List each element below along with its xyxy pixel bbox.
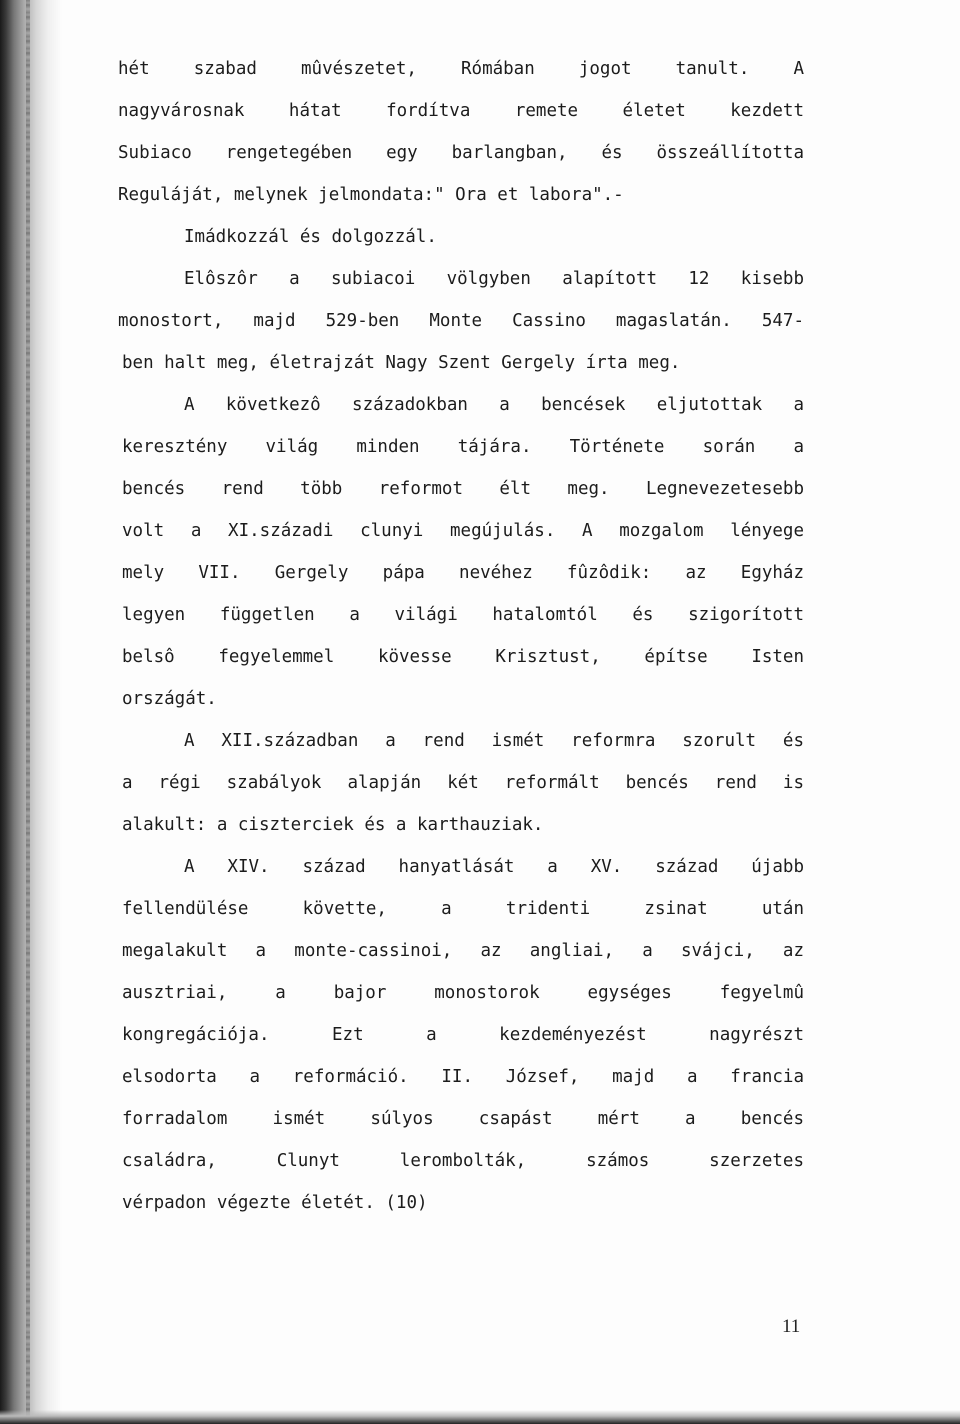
paragraph-start-line: A XII.században a rend ismét reformra szorult és bbox=[184, 731, 804, 751]
text-line: fellendülése követte, a tridenti zsinat után bbox=[122, 899, 804, 919]
text-line: legyen független a világi hatalomtól és szigorított bbox=[122, 605, 804, 625]
text-line: volt a XI.századi clunyi megújulás. A mozgalom lényege bbox=[122, 521, 804, 541]
page-number: 11 bbox=[782, 1316, 801, 1337]
text-line: bencés rend több reformot élt meg. Legnevezetesebb bbox=[122, 479, 804, 499]
text-line: forradalom ismét súlyos csapást mért a bencés bbox=[122, 1109, 804, 1129]
text-line: alakult: a ciszterciek és a karthauziak. bbox=[122, 815, 544, 835]
text-line: megalakult a monte-cassinoi, az angliai, a svájci, az bbox=[122, 941, 804, 961]
scanner-shadow-left bbox=[0, 0, 62, 1424]
body-text bbox=[118, 48, 804, 1224]
text-line: ausztriai, a bajor monostorok egységes fegyelmû bbox=[122, 983, 804, 1003]
scanner-shadow-bottom bbox=[0, 1410, 960, 1424]
text-line: kongregációja. Ezt a kezdeményezést nagyrészt bbox=[122, 1025, 804, 1045]
paragraph-start-line: A XIV. század hanyatlását a XV. század újabb bbox=[184, 857, 804, 877]
scanner-streak bbox=[26, 0, 30, 1424]
paragraph-start-line: Elôszôr a subiacoi völgyben alapított 12 kisebb bbox=[184, 269, 804, 289]
text-line: Reguláját, melynek jelmondata:" Ora et labora".- bbox=[118, 185, 624, 205]
text-line: a régi szabályok alapján két reformált bencés rend is bbox=[122, 773, 804, 793]
text-line: ben halt meg, életrajzát Nagy Szent Gergely írta meg. bbox=[122, 353, 681, 373]
text-line: országát. bbox=[122, 689, 217, 709]
text-line: monostort, majd 529-ben Monte Cassino magaslatán. 547- bbox=[118, 311, 804, 331]
text-line: hét szabad mûvészetet, Rómában jogot tanult. A bbox=[118, 59, 804, 79]
text-line: vérpadon végezte életét. (10) bbox=[122, 1193, 428, 1213]
text-line: elsodorta a reformáció. II. József, majd a francia bbox=[122, 1067, 804, 1087]
text-line: keresztény világ minden tájára. Története során a bbox=[122, 437, 804, 457]
text-line: Imádkozzál és dolgozzál. bbox=[184, 227, 437, 247]
text-line: családra, Clunyt lerombolták, számos szerzetes bbox=[122, 1151, 804, 1171]
paragraph-start-line: A következô századokban a bencések eljutottak a bbox=[184, 395, 804, 415]
text-line: belsô fegyelemmel kövesse Krisztust, építse Isten bbox=[122, 647, 804, 667]
text-line: mely VII. Gergely pápa nevéhez fûzôdik: az Egyház bbox=[122, 563, 804, 583]
text-line: Subiaco rengetegében egy barlangban, és összeállította bbox=[118, 143, 804, 163]
text-line: nagyvárosnak hátat fordítva remete életet kezdett bbox=[118, 101, 804, 121]
